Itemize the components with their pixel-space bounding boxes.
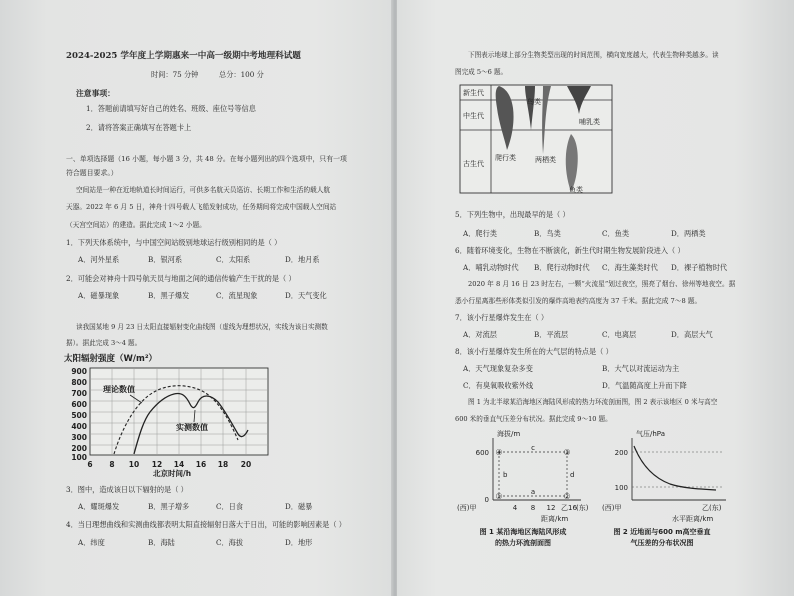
q4-option-d: D．地形	[285, 538, 313, 547]
evolution-chart	[459, 84, 619, 196]
q5-option-c: C．鱼类	[602, 229, 630, 238]
label-b: b	[503, 471, 508, 479]
q1-option-a: A．河外星系	[78, 255, 120, 264]
q8-option-c: C．有臭氧吸收紫外线	[463, 381, 534, 390]
right-page	[397, 0, 794, 596]
fig1-ylabel: 海拔/m	[497, 430, 521, 438]
score-label: 总分：100 分	[219, 70, 264, 79]
svg-text:200: 200	[71, 444, 87, 453]
q4-option-a: A．纬度	[78, 538, 105, 547]
svg-text:8: 8	[109, 460, 115, 469]
era-paleozoic: 古生代	[463, 160, 484, 168]
q5-option-d: D．两栖类	[671, 229, 706, 238]
passage1-line2: 天器。2022 年 6 月 5 日，神舟十四号载人飞船发射成功，任务期间将完成中国载人空间站	[66, 203, 337, 211]
q3-option-c: C．日食	[216, 502, 244, 511]
q3-option-d: D．磁暴	[285, 502, 313, 511]
svg-text:18: 18	[217, 460, 229, 469]
pressure-difference-figure	[602, 428, 738, 552]
x-axis-label: 北京时间/h	[152, 469, 192, 478]
question-4: 4．当日理想曲线和实测曲线都表明太阳直接辐射日落大于日出，可能的影响因素是（ ）	[66, 520, 346, 529]
question-3: 3．图中，造成该日以下辐射的是（ ）	[66, 485, 188, 494]
time-label: 时间：75 分钟	[151, 70, 199, 79]
q2-option-b: B．黑子爆发	[148, 291, 190, 300]
fig1-yi: 乙	[561, 504, 568, 512]
theory-label: 理论数值	[103, 385, 135, 394]
question-1: 1．下列天体系统中，与中国空间站级别地球运行级别相同的是（ ）	[66, 238, 282, 247]
left-page	[0, 0, 393, 596]
svg-text:500: 500	[71, 411, 87, 420]
fig1-x12: 12	[546, 504, 556, 512]
passage4-line2: 600 米的垂直气压差分布状况。据此完成 9～10 题。	[455, 415, 612, 423]
q5-option-a: A．爬行类	[463, 229, 497, 238]
svg-text:600: 600	[71, 400, 87, 409]
fig2-west-jia: (西)甲	[602, 504, 622, 512]
section1-line2: 符合题目要求。）	[66, 169, 118, 177]
label-fish: 鱼类	[569, 186, 583, 194]
fig1-y600: 600	[475, 449, 489, 457]
svg-text:10: 10	[128, 460, 140, 469]
intro-line1: 下图表示地球上部分生物类型出现的时间范围，横向宽度越大，代表生物种类越多。读	[468, 51, 719, 59]
label-c: c	[531, 444, 535, 452]
section1-line1: 一、单项选择题（16 小题，每小题 3 分，共 48 分。在每小题列出的四个选项中，只有一项	[66, 155, 347, 163]
question-6: 6．随着环境变化，生物在不断演化，新生代时期生物发展阶段进入（ ）	[455, 246, 685, 255]
fig2-xlabel: 水平距离/km	[672, 515, 714, 523]
chart-title: 太阳辐射强度（W/m²）	[64, 354, 158, 364]
pressure-curve	[634, 446, 716, 490]
question-5: 5．下列生物中，出现最早的是（ ）	[455, 210, 570, 219]
point-4: ④	[495, 448, 503, 457]
question-2: 2．可能会对神舟十四号航天员与地面之间的通信传输产生干扰的是（ ）	[66, 274, 296, 283]
fig1-y0: 0	[484, 496, 489, 504]
svg-text:800: 800	[71, 378, 87, 387]
q1-option-b: B．银河系	[148, 255, 183, 264]
label-amphibian: 两栖类	[535, 156, 556, 164]
q1-option-c: C．太阳系	[216, 255, 251, 264]
fig2-east-yi: 乙(东)	[702, 504, 722, 512]
svg-text:100: 100	[71, 453, 87, 462]
fig2-caption-1: 图 2 近地面与600 m高空垂直	[613, 528, 711, 536]
svg-text:900: 900	[71, 367, 87, 376]
q4-option-b: B．海陆	[148, 538, 175, 547]
q3-option-b: B．黑子增多	[148, 502, 190, 511]
fig1-west-jia: (西)甲	[457, 504, 477, 512]
passage3-line1: 2020 年 8 月 16 日 23 时左右，一颗“火流星”划过夜空，照亮了烟台、徐州等地夜空。据	[468, 280, 736, 288]
q5-option-b: B．鸟类	[534, 229, 561, 238]
fig2-ylabel: 气压/hPa	[636, 430, 665, 438]
passage1-line1: 空间站是一种在近地轨道长时间运行，可供多名航天员巡访、长期工作和生活的载人航	[76, 186, 331, 194]
fig1-xlabel: 距离/km	[541, 515, 569, 523]
point-2: ②	[563, 492, 571, 501]
question-8: 8．该小行星爆炸发生所在的大气层的特点是（ ）	[455, 347, 613, 356]
svg-text:6: 6	[87, 460, 93, 469]
svg-text:400: 400	[71, 422, 87, 431]
q7-option-c: C．电离层	[602, 330, 637, 339]
q8-option-a: A．天气现象复杂多变	[463, 364, 533, 373]
q6-option-a: A．哺乳动物时代	[463, 263, 519, 272]
q2-option-c: C．流星现象	[216, 291, 258, 300]
q6-option-b: B．爬行动物时代	[534, 263, 590, 272]
label-reptile: 爬行类	[495, 154, 516, 162]
fig1-caption-2: 的热力环流剖面图	[495, 539, 551, 547]
label-d: d	[570, 471, 575, 479]
intro-line2: 图完成 5～6 题。	[455, 68, 508, 76]
q8-option-b: B．大气以对流运动为主	[602, 364, 680, 373]
measured-label: 实测数值	[176, 423, 208, 432]
q1-option-d: D．地月系	[285, 255, 320, 264]
fig2-caption-2: 气压差的分布状况图	[630, 539, 694, 547]
notice-item-1: 1．答题前请填写好自己的姓名、班级、座位号等信息	[86, 104, 256, 113]
solar-radiation-chart	[62, 350, 284, 478]
era-cenozoic: 新生代	[463, 89, 484, 97]
q6-option-d: D．裸子植物时代	[671, 263, 728, 272]
point-1: ①	[495, 492, 503, 501]
svg-text:300: 300	[71, 433, 87, 442]
fig1-x8: 8	[530, 504, 536, 512]
passage3-line2: 悉小行星离那些形体类似引发的爆炸高地表约高度为 37 千米。据此完成 7～8 题。	[455, 297, 702, 305]
exam-title: 2024-2025 学年度上学期惠来一中高一级期中考地理科试题	[66, 51, 301, 61]
y-tick-labels	[71, 367, 87, 462]
fig2-y100: 100	[614, 484, 628, 492]
fig1-x16: 16	[568, 504, 577, 512]
q7-option-b: B．平流层	[534, 330, 569, 339]
label-a: a	[530, 488, 536, 496]
q2-option-d: D．天气变化	[285, 291, 327, 300]
fig1-east: (东)	[576, 504, 589, 512]
q7-option-d: D．高层大气	[671, 330, 713, 339]
q6-option-c: C．海生藻类时代	[602, 263, 658, 272]
passage4-line1: 图 1 为北半球某沿海地区海陆风形成的热力环流剖面图，图 2 表示该地区 0 米与高空	[468, 398, 718, 406]
svg-text:20: 20	[240, 460, 252, 469]
label-bird: 鸟类	[527, 98, 541, 106]
label-mammal: 哺乳类	[579, 118, 600, 126]
svg-text:12: 12	[151, 460, 163, 469]
passage2-line1: 读我国某地 9 月 23 日太阳直接辐射变化曲线图（虚线为理想状况，实线为该日实测数	[76, 323, 328, 331]
q8-option-d: D．气温随高度上升而下降	[602, 381, 687, 390]
sea-breeze-circulation-figure	[457, 428, 597, 552]
svg-text:14: 14	[173, 460, 185, 469]
question-7: 7．该小行星爆炸发生在（ ）	[455, 313, 549, 322]
q2-option-a: A．磁暴现象	[78, 291, 120, 300]
q3-option-a: A．耀斑爆发	[78, 502, 120, 511]
notice-item-2: 2．请将答案正确填写在答题卡上	[86, 123, 192, 132]
fig1-x4: 4	[512, 504, 518, 512]
passage2-line2: 据）。据此完成 3～4 题。	[66, 339, 142, 347]
fig2-y200: 200	[614, 449, 628, 457]
q4-option-c: C．海拔	[216, 538, 244, 547]
notice-title: 注意事项：	[76, 89, 115, 98]
era-mesozoic: 中生代	[463, 112, 484, 120]
svg-text:16: 16	[195, 460, 207, 469]
fig1-caption-1: 图 1 某沿海地区海陆风形成	[479, 528, 567, 536]
point-3: ③	[563, 448, 571, 457]
svg-text:700: 700	[71, 389, 87, 398]
q7-option-a: A．对流层	[463, 330, 497, 339]
x-tick-labels	[87, 460, 251, 469]
passage1-line3: （天宫空间站）的建造。据此完成 1～2 小题。	[66, 221, 206, 229]
